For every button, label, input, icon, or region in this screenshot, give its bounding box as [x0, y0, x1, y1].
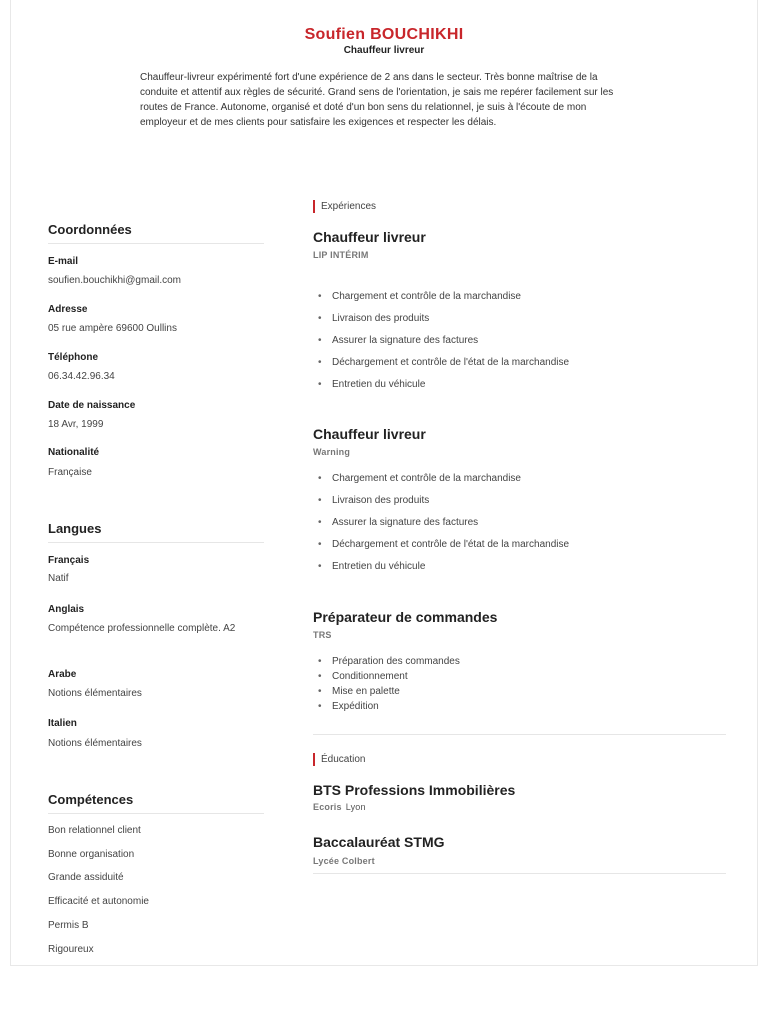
job-title: Chauffeur livreur	[313, 229, 426, 245]
section-divider	[48, 813, 264, 814]
list-item: • Livraison des produits	[318, 313, 569, 335]
list-item: • Mise en palette	[318, 686, 460, 701]
job-company: Warning	[313, 447, 351, 457]
section-divider	[313, 873, 726, 874]
language-level: Notions élémentaires	[48, 738, 142, 749]
list-item: • Chargement et contrôle de la marchandise	[318, 473, 569, 495]
list-item: • Déchargement et contrôle de l'état de la marchandise	[318, 357, 569, 379]
education-section-label: Éducation	[313, 753, 365, 766]
job-company: TRS	[313, 630, 332, 640]
skills-section-header	[48, 792, 264, 814]
list-item: • Assurer la signature des factures	[318, 517, 569, 539]
job-task-list	[318, 473, 569, 583]
candidate-name: Soufien BOUCHIKHI	[304, 26, 464, 43]
address-label: Adresse	[48, 304, 88, 315]
degree-title: BTS Professions Immobilières	[313, 782, 516, 798]
section-divider	[48, 542, 264, 543]
job-title: Chauffeur livreur	[313, 426, 426, 442]
phone-value[interactable]: 06.34.42.96.34	[48, 371, 115, 382]
language-name: Français	[48, 555, 90, 566]
list-item: • Chargement et contrôle de la marchandise	[318, 291, 569, 313]
language-name: Arabe	[48, 669, 77, 680]
skills-section-title: Compétences	[48, 792, 134, 807]
nationality-label: Nationalité	[48, 447, 100, 458]
address-value: 05 rue ampère 69600 Oullins	[48, 323, 177, 334]
contact-section-title: Coordonnées	[48, 222, 132, 237]
skill-item: Rigoureux	[48, 944, 94, 955]
language-level: Natif	[48, 573, 69, 584]
experience-section-label: Expériences	[313, 200, 376, 213]
school-line	[313, 802, 366, 812]
profile-summary: Chauffeur-livreur expérimenté fort d'une expérience de 2 ans dans le secteur. Très bonne maîtrise de la conduite et attentif aux règles de sécurité. Grand sens de l'orientation, je sais me repérer facilement sur les routes de France. Autonome, organisé et doté d'un bon sens du relationnel, je suis à l'écoute de mon employeur et de mes clients pour satisfaire les exigences et respecter les délais.	[140, 72, 614, 128]
section-divider	[313, 734, 726, 735]
job-company: LIP INTÉRIM	[313, 250, 369, 260]
email-label: E-mail	[48, 256, 79, 267]
skill-item: Bonne organisation	[48, 849, 135, 860]
list-item: • Déchargement et contrôle de l'état de la marchandise	[318, 539, 569, 561]
school-name: Lycée Colbert	[313, 856, 375, 866]
contact-section-header	[48, 222, 264, 244]
job-task-list	[318, 291, 569, 401]
list-item: • Livraison des produits	[318, 495, 569, 517]
list-item: • Assurer la signature des factures	[318, 335, 569, 357]
school-name: Ecoris	[313, 802, 342, 812]
degree-title: Baccalauréat STMG	[313, 834, 445, 850]
skill-item: Efficacité et autonomie	[48, 896, 149, 907]
list-item: • Conditionnement	[318, 671, 460, 686]
languages-section-header	[48, 521, 264, 543]
nationality-value: Française	[48, 467, 92, 478]
skill-item: Grande assiduité	[48, 872, 124, 883]
language-name: Anglais	[48, 604, 85, 615]
language-level: Compétence professionnelle complète. A2	[48, 623, 236, 634]
list-item: • Préparation des commandes	[318, 656, 460, 671]
language-level: Notions élémentaires	[48, 688, 142, 699]
language-name: Italien	[48, 718, 77, 729]
job-task-list	[318, 656, 460, 716]
list-item: • Entretien du véhicule	[318, 379, 569, 401]
section-divider	[48, 243, 264, 244]
job-title: Préparateur de commandes	[313, 609, 498, 625]
skill-item: Permis B	[48, 920, 89, 931]
school-location: Lyon	[345, 802, 366, 812]
skill-item: Bon relationnel client	[48, 825, 141, 836]
phone-label: Téléphone	[48, 352, 99, 363]
birthdate-value: 18 Avr, 1999	[48, 419, 104, 430]
birthdate-label: Date de naissance	[48, 400, 136, 411]
languages-section-title: Langues	[48, 521, 102, 536]
candidate-title: Chauffeur livreur	[343, 45, 425, 56]
email-value[interactable]: soufien.bouchikhi@gmail.com	[48, 275, 181, 286]
list-item: • Entretien du véhicule	[318, 561, 569, 583]
list-item: • Expédition	[318, 701, 460, 716]
